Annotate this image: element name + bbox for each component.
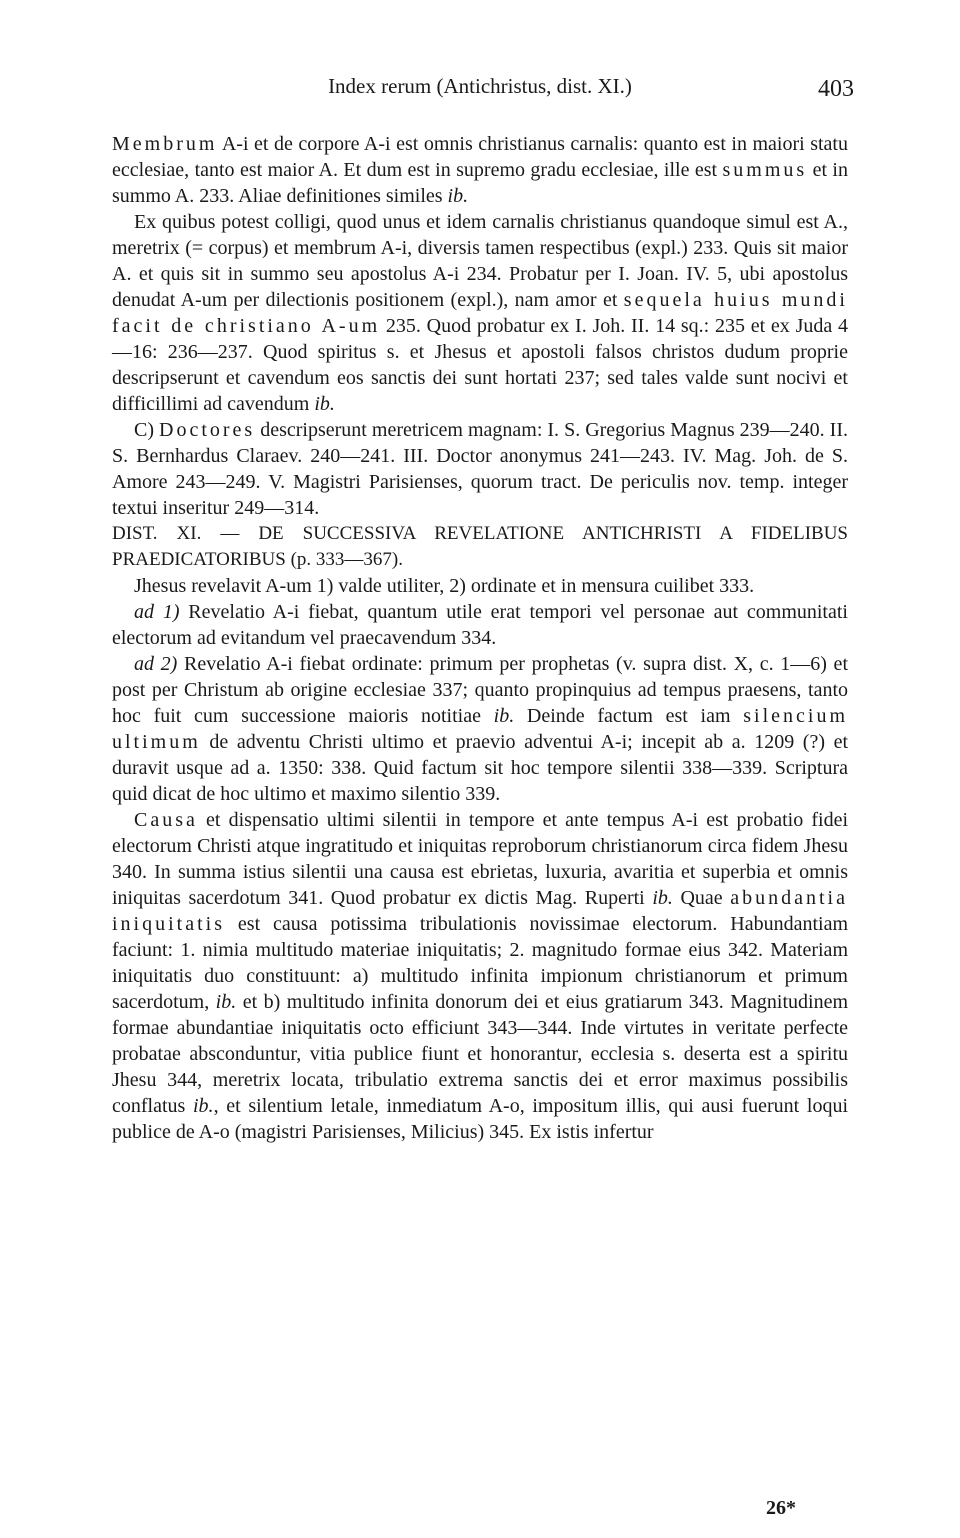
text-run: A-i et de corpore A-i est omnis christianus carnalis: quanto est in maiori statu ecclesiae, tanto est maior A. Et dum est in supremo gradu ecclesiae, ille est	[112, 133, 848, 181]
text-run: descripserunt meretricem magnam: I. S. Gregorius Magnus 239—240. II. S. Bernhardus Claraev. 240—241. III. Doctor anonymus 241—243. IV. Mag. Joh. de S. Amore 243—249. V. Magistri Parisienses, quorum tract. De periculis nov. temp. integer textui inseritur 249—314.	[112, 419, 848, 519]
section-heading-dist-xi: DIST. XI. — DE SUCCESSIVA REVELATIONE ANTICHRISTI A FIDELIBUS PRAEDICATORIBUS (p. 333—367).	[112, 523, 848, 570]
spaced-term: Doctores	[159, 419, 256, 441]
spaced-term: silencium ultimum	[112, 705, 848, 753]
text-run: et dispensatio ultimi silentii in tempore et ante tempus A-i est probatio fidei electorum Christi atque ingratitudo et iniquitas reproborum christianorum circa fidem Jhesu 340. In summa istius silentii una causa est ebrietas, luxuria, avaritia et superbia et omnis iniquitas sacerdotum 341. Quod probatur ex dictis Mag. Ruperti	[112, 809, 848, 909]
spaced-term: Membrum	[112, 133, 218, 155]
ibidem-ref: ib.	[447, 185, 469, 207]
paragraph-doctores	[112, 417, 848, 521]
paragraph-membrum	[112, 131, 848, 209]
running-title: Index rerum (Antichristus, dist. XI.)	[328, 74, 632, 98]
ibidem-ref: ib.	[314, 393, 335, 415]
spaced-term: abundantia iniquitatis	[112, 887, 848, 935]
paragraph-ad-2	[112, 651, 848, 807]
page	[112, 0, 854, 1538]
paragraph-ad-1	[112, 599, 848, 651]
text-run: et b) multitudo infinita donorum dei et eius gratiarum 343. Magnitudinem formae abundantiae iniquitatis octo efficiunt 343—344. Inde virtutes in veritate perfecte probatae absconduntur, vitia publice fiunt et honorantur, ecclesia s. deserta est a spiritu Jhesu 344, meretrix locata, tribulatio extrema sanctis dei et error maximus possibilis conflatus	[112, 991, 848, 1117]
text-run: Revelatio A-i fiebat ordinate: primum per prophetas (v. supra dist. X, c. 1—6) et post per Christum ab origine ecclesiae 337; quanto propinquius ad tempus praesens, tanto hoc fuit cum successione maioris notitiae	[112, 653, 848, 727]
spaced-term: summus	[722, 159, 808, 181]
text-run: , et silentium letale, inmediatum A-o, impositum illis, qui ausi fuerunt loqui publice de A-o (magistri Parisienses, Milicius) 345. Ex istis infertur	[112, 1095, 848, 1143]
index-body	[112, 131, 848, 1145]
paragraph-jhesus-revelavit: Jhesus revelavit A-um 1) valde utiliter, 2) ordinate et in mensura cuilibet 333.	[134, 575, 755, 597]
ibidem-ref: ib.	[215, 991, 237, 1013]
page-header	[112, 74, 854, 108]
paragraph-causa	[112, 807, 848, 1145]
point-label: ad 1)	[134, 601, 180, 623]
text-run: C)	[134, 419, 160, 441]
paragraph-ex-quibus	[112, 209, 848, 417]
page-footer	[112, 1497, 848, 1527]
page-number: 403	[818, 76, 854, 102]
text-run: de adventu Christi ultimo et praevio adventui A-i; incepit ab a. 1209 (?) et duravit usque ad a. 1350: 338. Quid factum sit hoc tempore silentii 338—339. Scriptura quid dicat de hoc ultimo et maximo silentio 339.	[112, 731, 848, 805]
point-label: ad 2)	[134, 653, 178, 675]
ibidem-ref: ib.	[193, 1095, 214, 1117]
spaced-term: sequela huius mundi facit de christiano A-um	[112, 289, 848, 337]
text-run: est causa potissima tribulationis novissimae electorum. Habundantiam faciunt: 1. nimia multitudo materiae iniquitatis; 2. magnitudo formae eius 342. Materiam iniquitatis duo constituunt: a) multitudo infinita impionum christianorum et primum sacerdotum,	[112, 913, 848, 1013]
spaced-term: Causa	[134, 809, 198, 831]
ibidem-ref: ib.	[652, 887, 673, 909]
text-run: Deinde factum est iam	[514, 705, 744, 727]
text-run: 235. Quod probatur ex I. Joh. II. 14 sq.: 235 et ex Juda 4—16: 236—237. Quod spiritus s. et Jhesus et apostoli falsos christos dudum proprie descripserunt et cavendum eos sanctis dei sunt hortati 237; sed tales valde sunt nocivi et difficillimi ad cavendum	[112, 315, 848, 415]
text-run: Revelatio A-i fiebat, quantum utile erat tempori vel personae aut communitati electorum ad evitandum vel praecavendum 334.	[112, 601, 848, 649]
ibidem-ref: ib.	[493, 705, 515, 727]
text-run: Quae	[672, 887, 731, 909]
text-run: et in summo A. 233. Aliae definitiones similes	[112, 159, 848, 207]
text-run: Ex quibus potest colligi, quod unus et idem carnalis christianus quandoque simul est A., meretrix (= corpus) et membrum A-i, diversis tamen respectibus (expl.) 233. Quis sit maior A. et quis sit in summo seu apostolus A-i 234. Probatur per I. Joan. IV. 5, ubi apostolus denudat A-um per dilectionis positionem (expl.), nam amor et	[112, 211, 848, 311]
printer-signature: 26*	[766, 1497, 796, 1519]
